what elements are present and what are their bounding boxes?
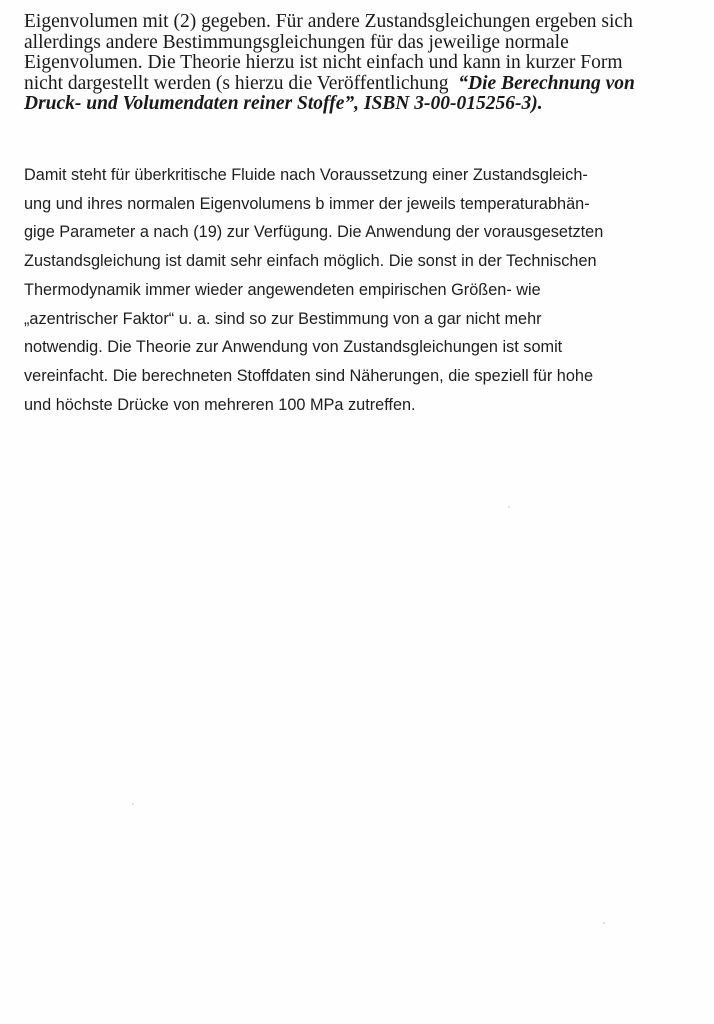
text-line [24, 74, 694, 95]
text-segment: nicht dargestellt werden (s hierzu die Veröffentlichung [24, 72, 449, 94]
text-line: allerdings andere Bestimmungsgleichungen für das jeweilige normale [24, 31, 569, 53]
text-line: gige Parameter a nach (19) zur Verfügung. Die Anwendung der vorausgesetzten [24, 223, 604, 242]
text-line: Thermodynamik immer wieder angewendeten empirischen Größen- wie [24, 280, 541, 299]
sans-paragraph [24, 161, 704, 419]
text-line: notwendig. Die Theorie zur Anwendung von Zustandsgleichungen ist somit [24, 338, 563, 357]
scan-speck [132, 803, 134, 805]
scan-speck [603, 922, 605, 924]
text-line: ung und ihres normalen Eigenvolumens b immer der jeweils temperaturabhän- [24, 194, 590, 213]
publication-reference: “Die Berechnung von [458, 72, 635, 94]
text-line: Eigenvolumen. Die Theorie hierzu ist nicht einfach und kann in kurzer Form [24, 52, 623, 73]
publication-reference: Druck- und Volumendaten reiner Stoffe”, ISBN 3-00-015256-3). [24, 93, 543, 114]
scan-speck [508, 506, 510, 508]
serif-paragraph [24, 12, 694, 115]
text-line: Damit steht für überkritische Fluide nach Voraussetzung einer Zustandsgleich- [24, 166, 588, 184]
text-line: Eigenvolumen mit (2) gegeben. Für andere Zustandsgleichungen ergeben sich [24, 11, 633, 32]
text-line: vereinfacht. Die berechneten Stoffdaten sind Näherungen, die speziell für hohe [24, 366, 594, 385]
text-line: „azentrischer Faktor“ u. a. sind so zur Bestimmung von a gar nicht mehr [24, 309, 542, 328]
text-line: und höchste Drücke von mehreren 100 MPa zutreffen. [24, 395, 416, 414]
text-line: Zustandsgleichung ist damit sehr einfach möglich. Die sonst in der Technischen [24, 252, 597, 271]
